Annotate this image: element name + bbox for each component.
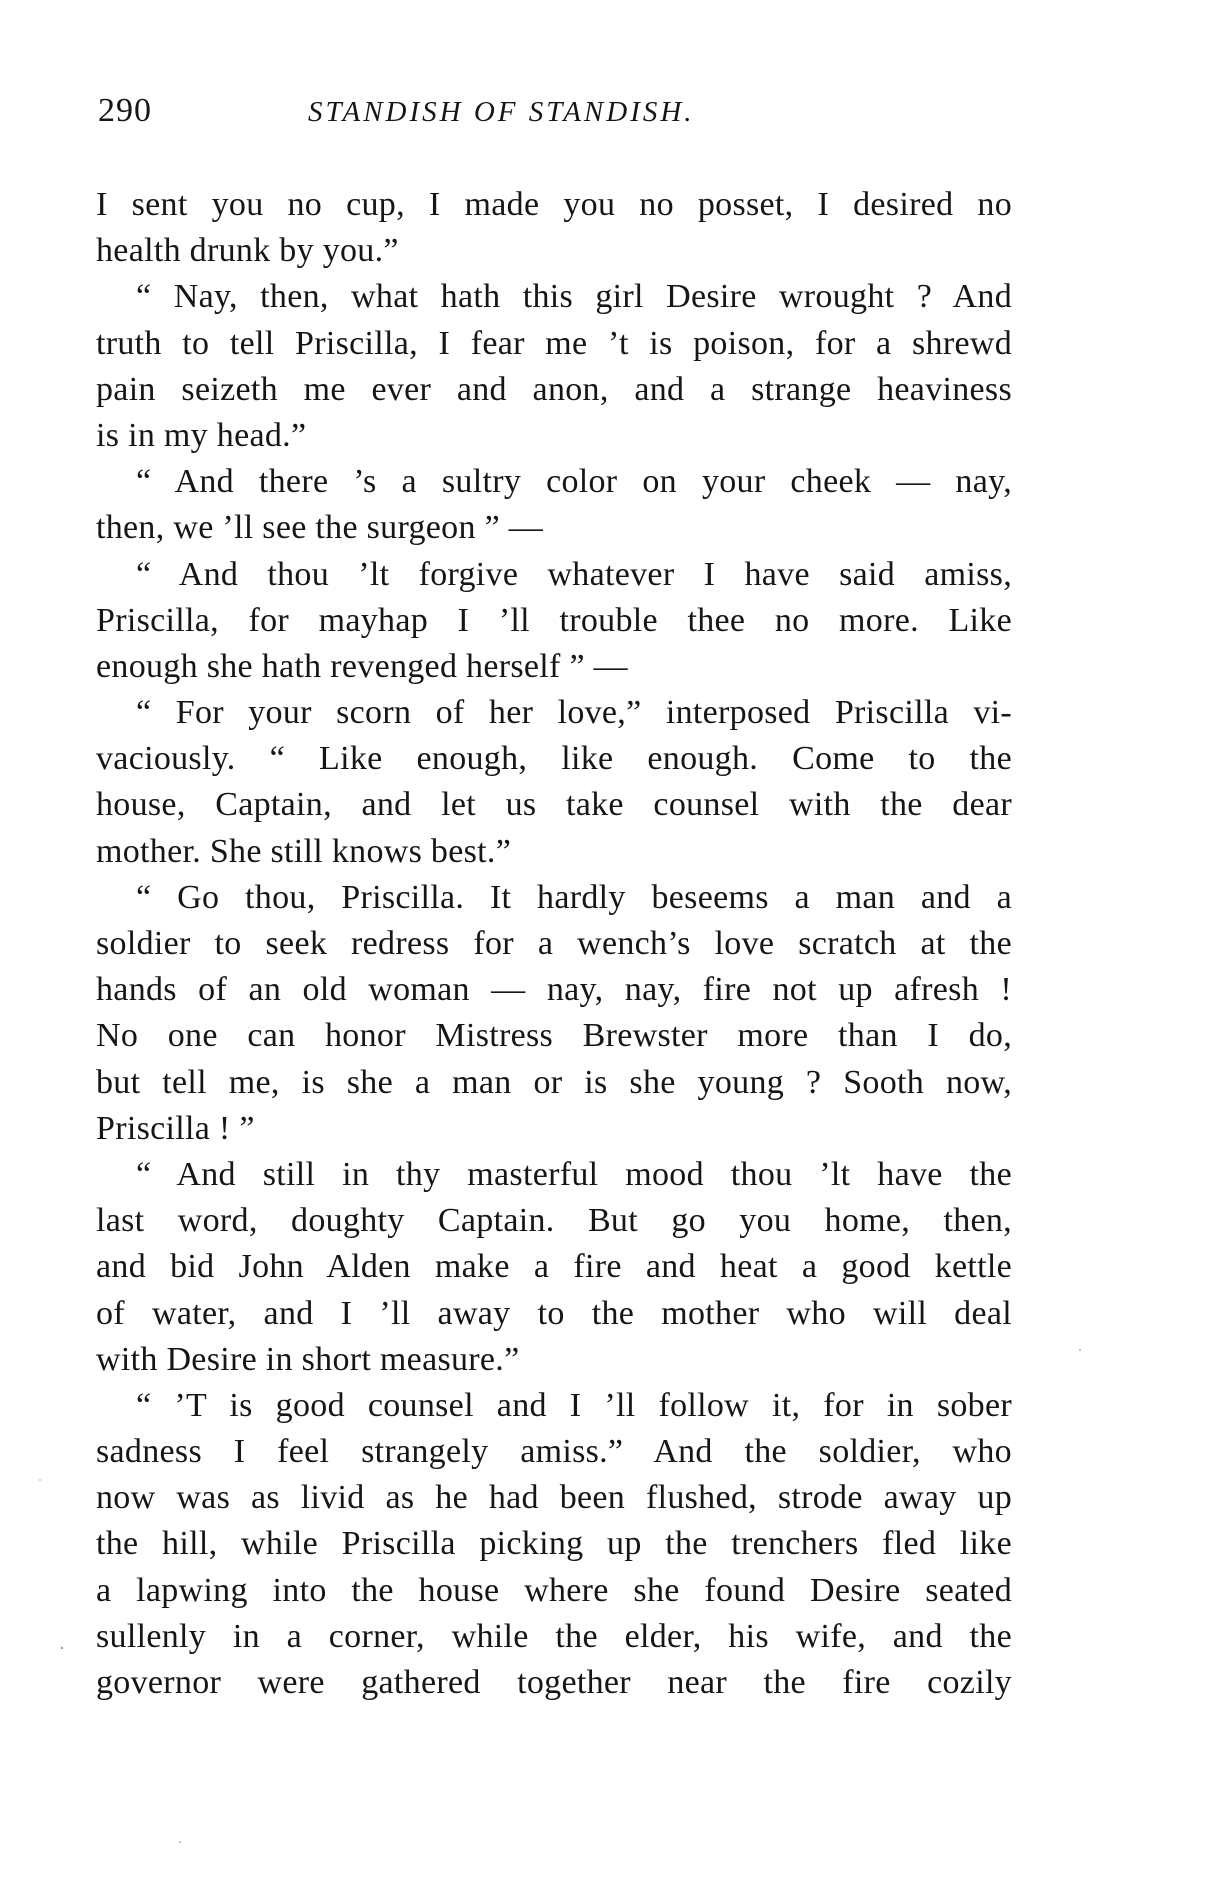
text-line: house, Captain, and let us take counsel with the dear xyxy=(96,786,1012,824)
text-line: sadness I feel strangely amiss.” And the soldier, who xyxy=(96,1433,1012,1471)
text-line: I sent you no cup, I made you no posset, I desired no xyxy=(96,186,1012,223)
text-line: governor were gathered together near the fire cozily xyxy=(96,1664,1012,1701)
text-line: “ For your scorn of her love,” interposed Priscilla vi- xyxy=(136,694,1012,732)
text-line: No one can honor Mistress Brewster more than I do, xyxy=(96,1017,1012,1055)
body-text xyxy=(96,182,1012,1706)
text-line: enough she hath revenged herself ” — xyxy=(96,647,628,685)
text-line: “ ’T is good counsel and I ’ll follow it, for in sober xyxy=(136,1386,1012,1424)
text-line: is in my head.” xyxy=(96,416,307,454)
text-line: “ Go thou, Priscilla. It hardly beseems a man and a xyxy=(136,878,1012,916)
text-line: sullenly in a corner, while the elder, his wife, and the xyxy=(96,1617,1012,1655)
text-line: health drunk by you.” xyxy=(96,232,399,270)
text-line: mother. She still knows best.” xyxy=(96,832,512,870)
text-line: and bid John Alden make a fire and heat a good kettle xyxy=(96,1248,1012,1286)
text-line: last word, doughty Captain. But go you home, then, xyxy=(96,1202,1012,1240)
text-line: a lapwing into the house where she found Desire seated xyxy=(96,1571,1012,1609)
text-line: “ Nay, then, what hath this girl Desire wrought ? And xyxy=(136,278,1012,316)
text-line: pain seizeth me ever and anon, and a strange heaviness xyxy=(96,370,1012,408)
text-line: Priscilla, for mayhap I ’ll trouble thee no more. Like xyxy=(96,601,1012,639)
page-number: 290 xyxy=(98,92,152,129)
page-header xyxy=(98,92,1018,142)
text-line: “ And there ’s a sultry color on your cheek — nay, xyxy=(136,463,1012,501)
text-line: of water, and I ’ll away to the mother who will deal xyxy=(96,1294,1012,1332)
text-line: hands of an old woman — nay, nay, fire not up afresh ! xyxy=(96,971,1012,1009)
text-line: “ And still in thy masterful mood thou ’lt have the xyxy=(136,1155,1012,1193)
text-line: truth to tell Priscilla, I fear me ’t is poison, for a shrewd xyxy=(96,324,1012,362)
text-line: the hill, while Priscilla picking up the trenchers fled like xyxy=(96,1525,1012,1563)
running-title: STANDISH OF STANDISH. xyxy=(308,96,695,128)
text-line: now was as livid as he had been flushed, strode away up xyxy=(96,1479,1012,1517)
text-line: soldier to seek redress for a wench’s love scratch at the xyxy=(96,925,1012,962)
text-line: then, we ’ll see the surgeon ” — xyxy=(96,509,544,547)
text-line: Priscilla ! ” xyxy=(96,1109,255,1147)
text-line: but tell me, is she a man or is she young ? Sooth now, xyxy=(96,1063,1012,1101)
text-line: vaciously. “ Like enough, like enough. Come to the xyxy=(96,740,1012,778)
text-line: with Desire in short measure.” xyxy=(96,1340,520,1378)
text-line: “ And thou ’lt forgive whatever I have said amiss, xyxy=(136,555,1012,593)
